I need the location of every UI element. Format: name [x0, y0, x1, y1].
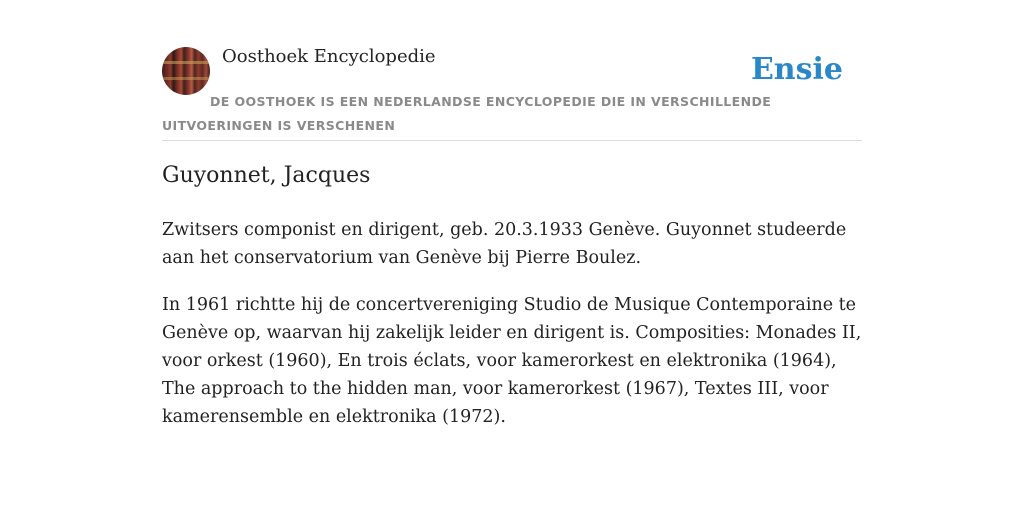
article-body [162, 216, 862, 450]
article-title: Guyonnet, Jacques [162, 163, 371, 188]
encyclopedia-avatar-image[interactable] [162, 47, 210, 95]
site-tagline: DE OOSTHOEK IS EEN NEDERLANDSE ENCYCLOPEDIE DIE IN VERSCHILLENDE UITVOERINGEN IS VERSCHENEN [162, 94, 772, 133]
article-paragraph: In 1961 richtte hij de concertvereniging Studio de Musique Contemporaine te Genève op, waarvan hij zakelijk leider en dirigent is. Composities: Monades II, voor orkest (1960), En trois éclats, voor kamerorkest en elektronika (1964), The approach to the hidden man, voor kamerorkest (1967), Textes III, voor kamerensemble en elektronika (1972). [162, 295, 862, 427]
page [162, 0, 862, 427]
site-title-link[interactable]: Oosthoek Encyclopedie [222, 46, 436, 67]
site-header [162, 0, 862, 141]
ensie-logo-link[interactable]: Ensie [750, 52, 843, 87]
article-paragraph: Zwitsers componist en dirigent, geb. 20.3.1933 Genève. Guyonnet studeerde aan het conservatorium van Genève bij Pierre Boulez. [162, 220, 847, 268]
